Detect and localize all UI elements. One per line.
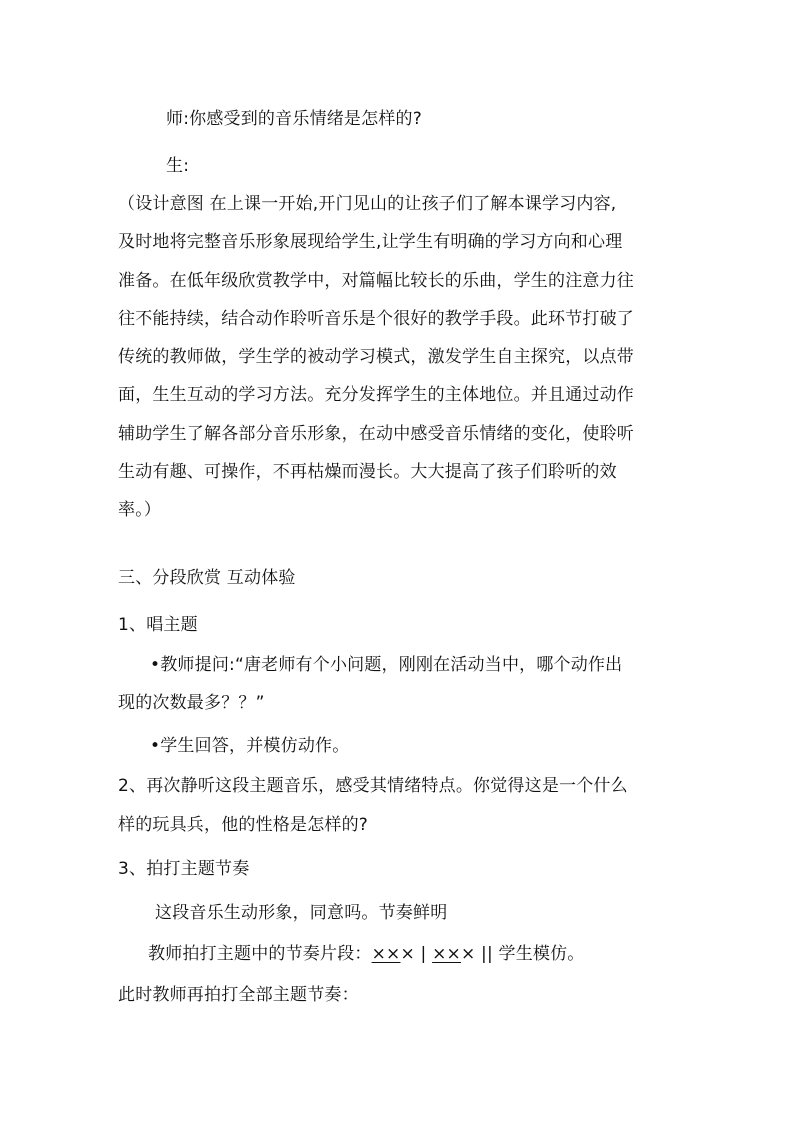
rhythm-prefix: 教师拍打主题中的节奏片段： <box>148 944 372 964</box>
rhythm-suffix: 学生模仿。 <box>498 944 585 964</box>
text-line: 传统的教师做，学生学的被动学习模式，激发学生自主探究，以点带 <box>118 347 634 367</box>
rhythm-notes-underlined: ×× <box>432 944 461 964</box>
subsection-heading: 1、唱主题 <box>118 615 198 635</box>
rhythm-line <box>148 943 718 965</box>
subsection-heading: 2、再次静听这段主题音乐，感受其情绪特点。你觉得这是一个什么 <box>118 776 628 796</box>
text-line: 率。） <box>118 500 162 520</box>
text-line: 准备。在低年级欣赏教学中，对篇幅比较长的乐曲，学生的注意力往 <box>118 271 634 291</box>
text-line: 师:你感受到的音乐情绪是怎样的? <box>166 109 422 129</box>
section-heading: 三、分段欣赏 互动体验 <box>118 568 296 588</box>
rhythm-notes: × | <box>400 944 433 964</box>
text-line: 生动有趣、可操作，不再枯燥而漫长。大大提高了孩子们聆听的效 <box>118 462 617 482</box>
text-line: •学生回答，并模仿动作。 <box>150 736 350 756</box>
text-line: 及时地将完整音乐形象展现给学生,让学生有明确的学习方向和心理 <box>118 232 623 252</box>
text-line: 生: <box>166 156 190 176</box>
text-line: •教师提问:“唐老师有个小问题，刚刚在活动当中，哪个动作出 <box>150 655 623 675</box>
text-line: 辅助学生了解各部分音乐形象，在动中感受音乐情绪的变化，使聆听 <box>118 424 634 444</box>
text-line: 往不能持续，结合动作聆听音乐是个很好的教学手段。此环节打破了 <box>118 309 634 329</box>
subsection-heading: 3、拍打主题节奏 <box>118 859 250 879</box>
text-line: 此时教师再拍打全部主题节奏： <box>118 985 359 1005</box>
text-line: 现的次数最多？？” <box>118 693 265 713</box>
text-line: （设计意图 在上课一开始,开门见山的让孩子们了解本课学习内容, <box>118 194 617 214</box>
text-line: 面，生生互动的学习方法。充分发挥学生的主体地位。并且通过动作 <box>118 385 634 405</box>
rhythm-notes-underlined: ×× <box>371 944 401 964</box>
rhythm-notes: × || <box>460 944 499 964</box>
text-line: 样的玩具兵，他的性格是怎样的? <box>118 815 369 835</box>
text-line: 这段音乐生动形象，同意吗。节奏鲜明 <box>155 903 448 923</box>
